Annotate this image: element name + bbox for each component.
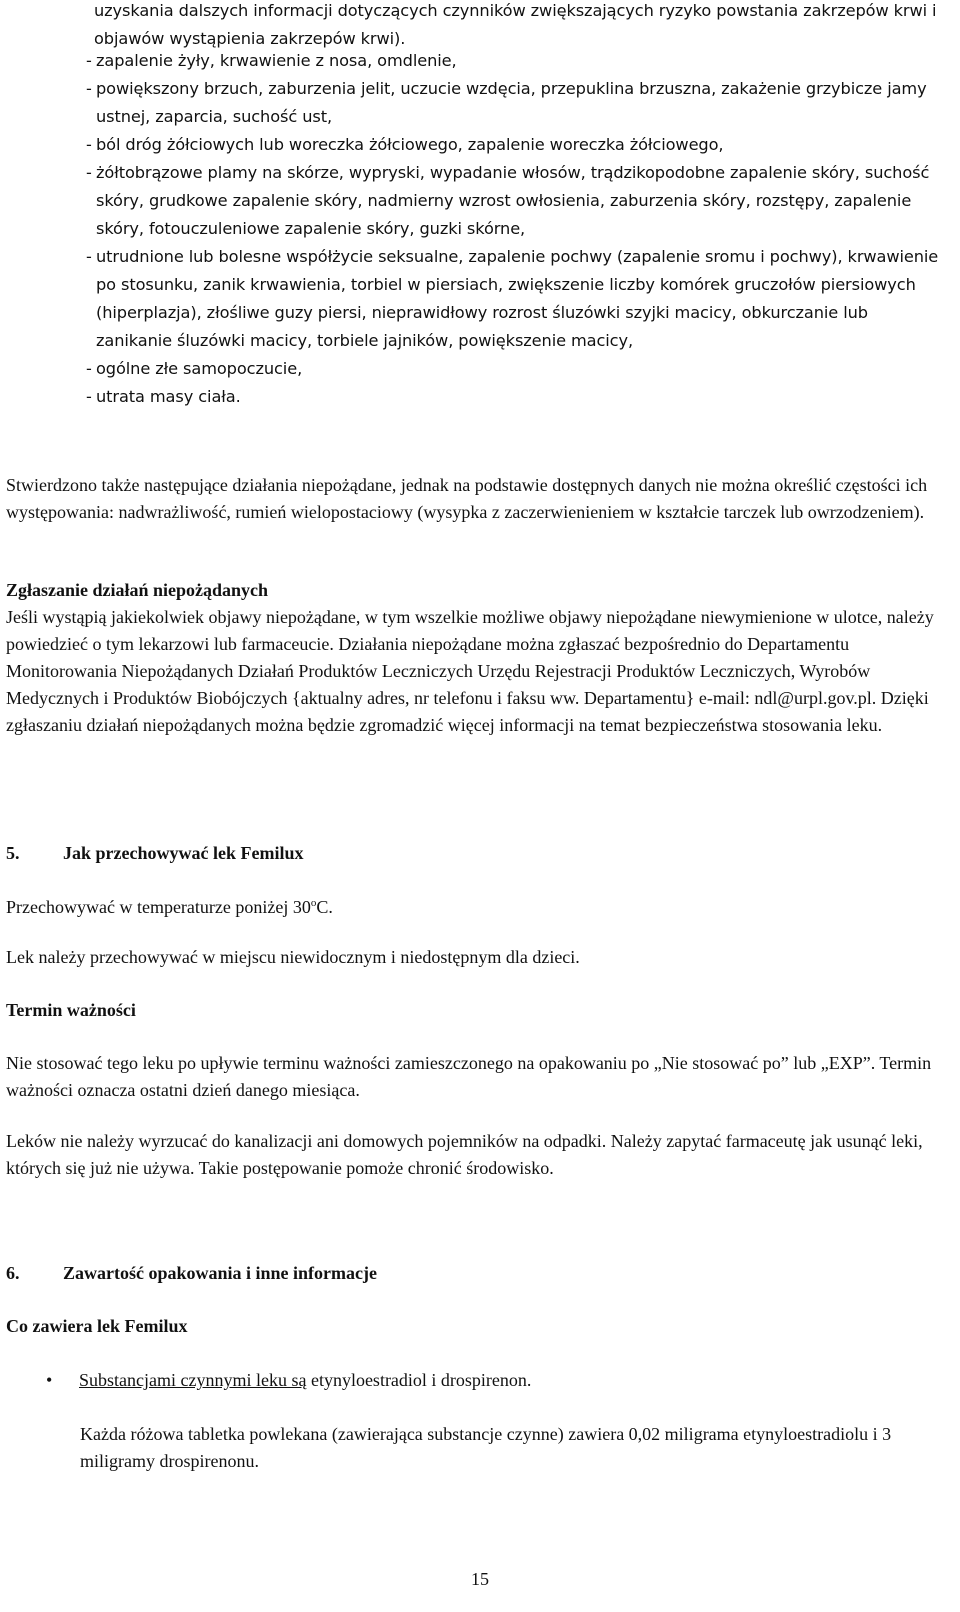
expiry-body: Nie stosować tego leku po upływie terminu ważności zamieszczonego na opakowaniu po „Nie stosować po” lub „EXP”. Termin ważności oznacza ostatni dzień danego miesiąca.	[6, 1053, 932, 1100]
storage-temperature: Przechowywać w temperaturze poniżej 30$^o$C.	[6, 897, 333, 917]
contents-heading: Co zawiera lek Femilux	[6, 1316, 188, 1336]
expiry-heading: Termin ważności	[6, 1000, 136, 1020]
list-item: - powiększony brzuch, zaburzenia jelit, uczucie wzdęcia, przepuklina brzuszna, zakażenie grzybicze jamy ustnej, zaparcia, suchość ust,	[86, 79, 927, 126]
list-item: - ból dróg żółciowych lub woreczka żółciowego, zapalenie woreczka żółciowego,	[86, 135, 724, 154]
list-item: - ogólne złe samopoczucie,	[86, 359, 303, 378]
section-number: 5.	[6, 843, 20, 863]
list-item: - utrata masy ciała.	[86, 387, 241, 406]
page-number: 15	[471, 1569, 489, 1589]
active-substances-value: etynyloestradiol i drospirenon.	[306, 1370, 532, 1390]
list-item: - zapalenie żyły, krwawienie z nosa, omdlenie,	[86, 51, 457, 70]
reporting-heading: Zgłaszanie działań niepożądanych	[6, 580, 269, 600]
side-effects-list	[86, 47, 946, 411]
bullet-icon: •	[46, 1370, 53, 1390]
also-observed-paragraph: Stwierdzono także następujące działania niepożądane, jednak na podstawie dostępnych danych nie można określić częstości ich występowania: nadwrażliwość, rumień wielopostaciowy (wysypka z zaczerwienieniem w kształcie tarczek lub owrzodzeniem).	[6, 475, 928, 522]
section-title: Zawartość opakowania i inne informacje	[63, 1263, 377, 1283]
section-title: Jak przechowywać lek Femilux	[63, 843, 304, 863]
reporting-body: Jeśli wystąpią jakiekolwiek objawy niepożądane, w tym wszelkie możliwe objawy niepożądane niewymienione w ulotce, należy powiedzieć o tym lekarzowi lub farmaceucie. Działania niepożądane można zgłaszać bezpośrednio do Departamentu Monitorowania Niepożądanych Działań Produktów Leczniczych Urzędu Rejestracji Produktów Leczniczych, Wyrobów Medycznych i Produktów Biobójczych {aktualny adres, nr telefonu i faksu ww. Departamentu} e-mail: ndl@urpl.gov.pl. Dzięki zgłaszaniu działań niepożądanych można będzie zgromadzić więcej informacji na temat bezpieczeństwa stosowania leku.	[6, 607, 934, 735]
list-item: - utrudnione lub bolesne współżycie seksualne, zapalenie pochwy (zapalenie sromu i pochwy), krwawienie po stosunku, zanik krwawienia, torbiel w piersiach, zwiększenie liczby komórek gruczołów piersiowych (hiperplazja), złośliwe guzy piersi, nieprawidłowy rozrost śluzówki szyjki macicy, obkurczanie lub zanikanie śluzówki macicy, torbiele jajników, powiększenie macicy,	[86, 247, 939, 350]
section-5-heading	[6, 840, 303, 867]
list-item: - żółtobrązowe plamy na skórze, wypryski, wypadanie włosów, trądzikopodobne zapalenie skóry, suchość skóry, grudkowe zapalenie skóry, nadmierny wzrost owłosienia, zaburzenia skóry, rozstępy, zapalenie skóry, fotouczuleniowe zapalenie skóry, guzki skórne,	[86, 163, 930, 238]
children-warning: Lek należy przechowywać w miejscu niewidocznym i niedostępnym dla dzieci.	[6, 947, 580, 967]
tablet-composition: Każda różowa tabletka powlekana (zawierająca substancje czynne) zawiera 0,02 miligrama etynyloestradiolu i 3 miligramy drospirenonu.	[80, 1424, 892, 1471]
active-substances-label: Substancjami czynnymi leku są	[79, 1370, 307, 1390]
section-6-heading	[6, 1260, 377, 1287]
disposal-paragraph: Leków nie należy wyrzucać do kanalizacji ani domowych pojemników na odpadki. Należy zapytać farmaceutę jak usunąć leki, których się już nie używa. Takie postępowanie pomoże chronić środowisko.	[6, 1131, 923, 1178]
side-effects-continuation: uzyskania dalszych informacji dotyczących czynników zwiększających ryzyko powstania zakrzepów krwi i objawów wystąpienia zakrzepów krwi).	[94, 1, 937, 48]
section-number: 6.	[6, 1263, 20, 1283]
